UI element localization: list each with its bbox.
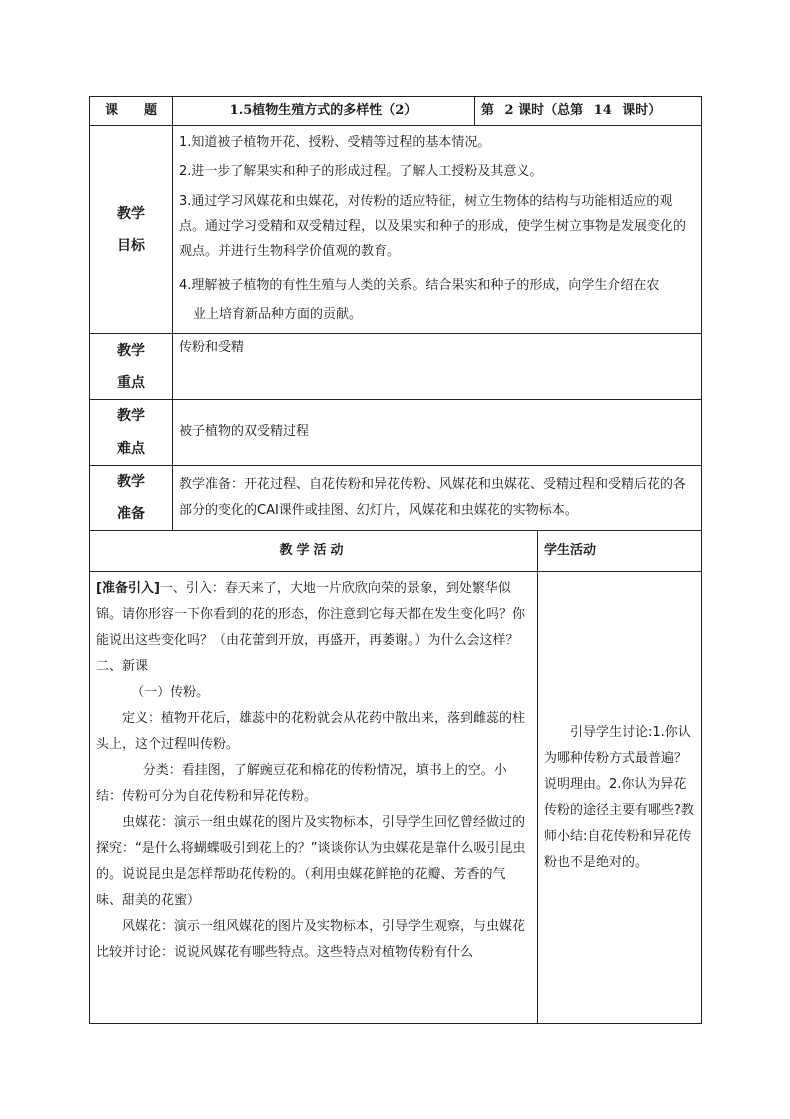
student-activity-text: 引导学生讨论:1.你认为哪种传粉方式最普遍？说明理由。2.你认为异花传粉的途径主要有哪些?教师小结:自花传粉和异花传粉也不是绝对的。 xyxy=(544,724,694,870)
activity-paragraph: 二、新课 xyxy=(96,659,149,675)
goal-item: 2.进一步了解果实和种子的形成过程。了解人工授粉及其意义。 xyxy=(179,164,543,180)
key-points-text: 传粉和受精 xyxy=(173,334,702,400)
activity-paragraph: 虫媒花：演示一组虫媒花的图片及实物标本，引导学生回忆曾经做过的探究：“是什么将蝴蝶吸引到花上的？”谈谈你认为虫媒花是靠什么吸引昆虫的。说说昆虫是怎样帮助花传粉的。（利用虫媒花鲜艳的花瓣、芳香的气味、甜美的花蜜） xyxy=(96,815,526,909)
key-points-label: 教学 重点 xyxy=(90,334,173,400)
preparation-text: 教学准备：开花过程、自花传粉和异花传粉、风媒花和虫媒花、受精过程和受精后花的各部分的变化的CAI课件或挂图、幻灯片，风媒花和虫媒花的实物标本。 xyxy=(173,465,702,530)
lesson-plan-sheet xyxy=(89,96,701,1024)
difficulties-row xyxy=(90,400,702,465)
activity-paragraph: 风媒花：演示一组风媒花的图片及实物标本，引导学生观察，与虫媒花比较并讨论：说说风媒花有哪些特点。这些特点对植物传粉有什么 xyxy=(96,919,526,961)
activities-body-row xyxy=(90,572,702,1024)
difficulties-text: 被子植物的双受精过程 xyxy=(173,400,702,465)
difficulties-label: 教学 难点 xyxy=(90,400,173,465)
prep-tag: [准备引入] xyxy=(96,581,160,597)
period-total: 14 xyxy=(593,102,612,118)
key-points-row xyxy=(90,334,702,400)
activity-paragraph: [准备引入]一、引入：春天来了，大地一片欣欣向荣的景象，到处繁华似锦。请你形容一下你看到的花的形态，你注意到它每天都在发生变化吗？你能说出这些变化吗？（由花蕾到开放，再盛开，再萎谢。）为什么会这样？ xyxy=(96,581,526,649)
teaching-activities-header: 教学活动 xyxy=(90,531,538,572)
goal-item: 1.知道被子植物开花、授粉、受精等过程的基本情况。 xyxy=(179,135,491,150)
goals-content xyxy=(173,126,702,334)
period-prefix: 第 xyxy=(481,102,495,118)
goal-item: 业上培育新品种方面的贡献。 xyxy=(193,307,363,323)
student-activities-header: 学生活动 xyxy=(538,531,702,572)
period-suffix: 课时） xyxy=(622,102,662,118)
activity-paragraph: 分类：看挂图，了解豌豆花和棉花的传粉情况，填书上的空。小结：传粉可分为自花传粉和异花传粉。 xyxy=(96,763,507,805)
goals-row xyxy=(90,126,702,334)
goals-label: 教学 目标 xyxy=(90,126,173,334)
lesson-title: 1.5植物生殖方式的多样性（2） xyxy=(173,97,475,126)
lesson-plan-table xyxy=(89,96,702,1024)
activities-header-row xyxy=(90,531,702,572)
activity-paragraph: （一）传粉。 xyxy=(131,685,210,701)
preparation-label: 教学 准备 xyxy=(90,465,173,530)
preparation-row xyxy=(90,465,702,530)
goal-item: 3.通过学习风媒花和虫媒花，对传粉的适应特征，树立生物体的结构与功能相适应的观点。通过学习受精和双受精过程，以及果实和种子的形成，使学生树立事物是发展变化的观点。并进行生物科学价值观的教育。 xyxy=(179,193,687,260)
topic-label: 课 题 xyxy=(90,97,173,126)
activity-paragraph: 定义：植物开花后，雄蕊中的花粉就会从花药中散出来，落到雌蕊的柱头上，这个过程叫传粉。 xyxy=(96,711,526,753)
student-activities-content xyxy=(538,572,702,1024)
teaching-activities-content xyxy=(90,572,538,1024)
period-middle: 2 课时（总第 xyxy=(504,102,584,118)
goal-item: 4.理解被子植物的有性生殖与人类的关系。结合果实和种子的形成，向学生介绍在农 xyxy=(179,277,660,293)
header-row xyxy=(90,97,702,126)
lesson-period xyxy=(475,97,702,126)
